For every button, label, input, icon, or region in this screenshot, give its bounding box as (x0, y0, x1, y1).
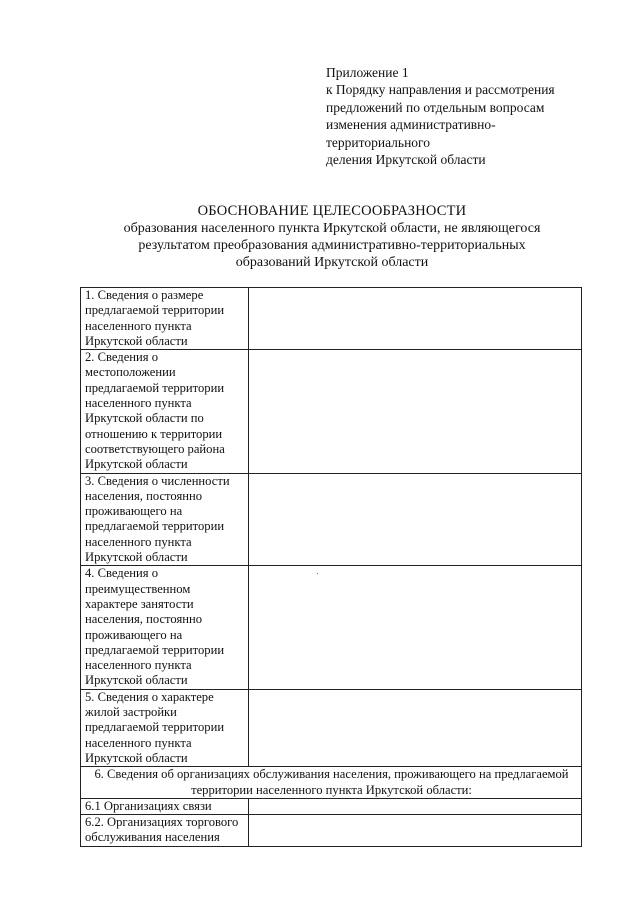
section-header-row (81, 767, 582, 799)
appendix-line: Приложение 1 (326, 65, 409, 80)
row-value-field[interactable] (249, 566, 582, 689)
table-row (81, 815, 582, 847)
row-label: 6.2. Организациях торгового обслуживания населения (81, 815, 249, 847)
scan-speck (317, 573, 318, 574)
row-value-field[interactable] (249, 350, 582, 473)
table-row (81, 566, 582, 689)
section-6-title: 6. Сведения об организациях обслуживания населения, проживающего на предлагаемой территории населенного пункта Иркутской области: (81, 767, 582, 799)
document-subtitle-line: образования населенного пункта Иркутской области, не являющегося (123, 221, 541, 236)
table-row (81, 689, 582, 766)
justification-table (80, 287, 582, 847)
row-label: 1. Сведения о размере предлагаемой территории населенного пункта Иркутской области (81, 288, 249, 350)
row-label: 4. Сведения о преимущественном характере занятости населения, постоянно проживающего на предлагаемой территории населенного пункта Иркутской области (81, 566, 249, 689)
table-row (81, 288, 582, 350)
row-label: 3. Сведения о численности населения, постоянно проживающего на предлагаемой территории населенного пункта Иркутской области (81, 473, 249, 566)
row-label: 2. Сведения о местоположении предлагаемой территории населенного пункта Иркутской области по отношению к территории соответствующего района Иркутской области (81, 350, 249, 473)
document-subtitle-line: образований Иркутской области (235, 255, 429, 270)
document-heading (70, 203, 594, 271)
row-value-field[interactable] (249, 798, 582, 814)
table-row (81, 798, 582, 814)
document-subtitle-line: результатом преобразования административно-территориальных (138, 238, 526, 253)
row-label: 6.1 Организациях связи (81, 798, 249, 814)
appendix-line: предложений по отдельным вопросам (326, 99, 545, 115)
appendix-line: деления Иркутской области (326, 152, 486, 168)
row-value-field[interactable] (249, 288, 582, 350)
appendix-block (326, 64, 626, 168)
table-row (81, 350, 582, 473)
document-title: ОБОСНОВАНИЕ ЦЕЛЕСООБРАЗНОСТИ (197, 203, 467, 219)
table-row (81, 473, 582, 566)
appendix-line: изменения административно- (326, 117, 496, 133)
appendix-line: территориального (326, 134, 430, 150)
row-label: 5. Сведения о характере жилой застройки предлагаемой территории населенного пункта Иркутской области (81, 689, 249, 766)
appendix-line: к Порядку направления и рассмотрения (326, 82, 555, 98)
row-value-field[interactable] (249, 815, 582, 847)
row-value-field[interactable] (249, 473, 582, 566)
row-value-field[interactable] (249, 689, 582, 766)
